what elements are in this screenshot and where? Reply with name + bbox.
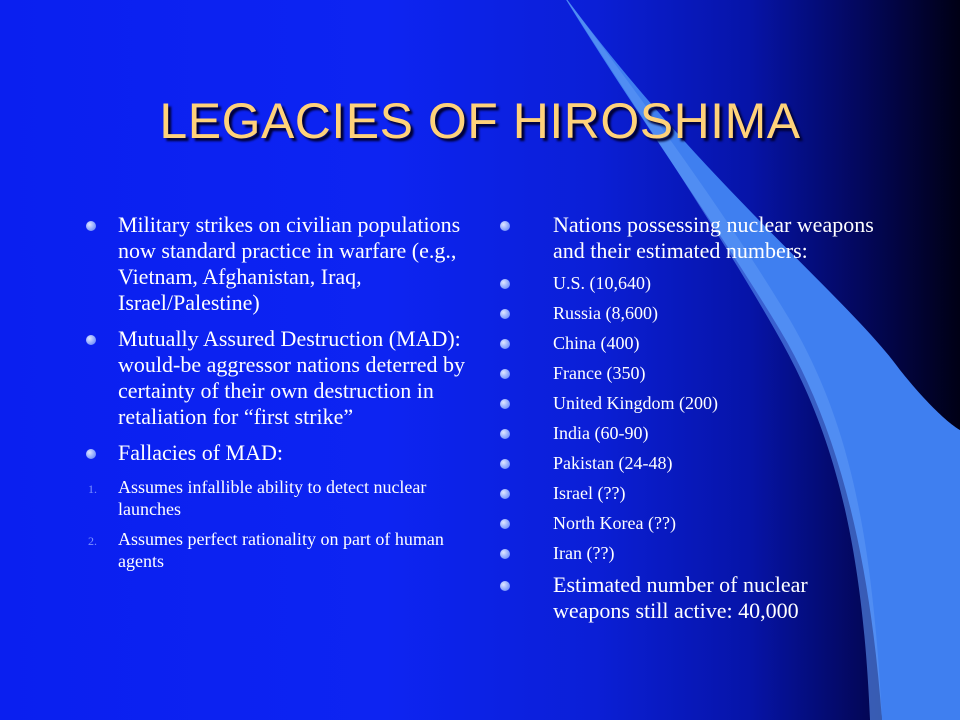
bullet-icon: [500, 309, 510, 319]
bullet-icon: [500, 459, 510, 469]
nation-item: Pakistan (24-48): [500, 452, 880, 474]
list-item: Fallacies of MAD:: [90, 440, 475, 466]
bullet-icon: [500, 489, 510, 499]
bullet-icon: [500, 429, 510, 439]
nation-item: Russia (8,600): [500, 302, 880, 324]
bullet-icon: [500, 581, 510, 591]
list-item: Estimated number of nuclear weapons still active: 40,000: [500, 572, 880, 624]
bullet-icon: [500, 519, 510, 529]
list-item: Nations possessing nuclear weapons and their estimated numbers:: [500, 212, 880, 264]
numbered-item: 2. Assumes perfect rationality on part of human agents: [88, 529, 444, 571]
bullet-icon: [500, 339, 510, 349]
bullet-icon: [500, 549, 510, 559]
bullet-icon: [500, 369, 510, 379]
nation-item: Israel (??): [500, 482, 880, 504]
right-column: [500, 212, 880, 632]
item-number: 1.: [88, 482, 97, 496]
bullet-icon: [500, 279, 510, 289]
list-item: Mutually Assured Destruction (MAD): would-be aggressor nations deterred by certainty of their own destruction in retaliation for “first strike”: [90, 326, 475, 430]
bullet-icon: [86, 449, 96, 459]
slide-title: LEGACIES OF HIROSHIMA: [159, 93, 801, 149]
nation-item: France (350): [500, 362, 880, 384]
nation-item: Iran (??): [500, 542, 880, 564]
item-number: 2.: [88, 534, 97, 548]
bullet-icon: [86, 221, 96, 231]
nation-item: North Korea (??): [500, 512, 880, 534]
nation-item: China (400): [500, 332, 880, 354]
bullet-icon: [500, 399, 510, 409]
bullet-icon: [86, 335, 96, 345]
bullet-icon: [500, 221, 510, 231]
list-item: Military strikes on civilian populations now standard practice in warfare (e.g., Vietnam, Afghanistan, Iraq, Israel/Palestine): [90, 212, 475, 316]
left-column: [90, 212, 475, 580]
nation-item: U.S. (10,640): [500, 272, 880, 294]
nation-item: United Kingdom (200): [500, 392, 880, 414]
numbered-item: 1. Assumes infallible ability to detect nuclear launches: [88, 477, 427, 519]
nation-item: India (60-90): [500, 422, 880, 444]
